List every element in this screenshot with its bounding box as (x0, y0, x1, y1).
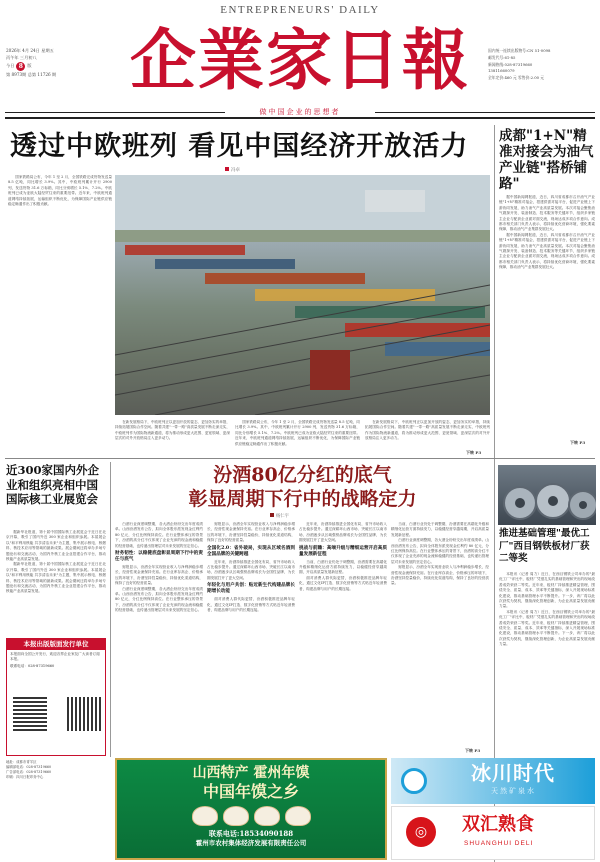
center-body-2: 财报显示，汾酒全年实现营业收入与净利润稳步增长，经营性现金流保持充裕。在行业库存高企、价格承压的环境下，汾酒坚持控量稳价，持续优化渠道结构，保持了良好的经营质量。 (115, 565, 203, 586)
center-body-4: 面对消费人群代际更替，汾酒积极推进品牌年轻化，通过文化IP打造、数字化营销等方式贴近年轻消费者，构建品牌与用户的长期连接。 (207, 597, 295, 613)
train-yard-illustration (115, 175, 490, 415)
right-feature-body-text: 据中国新闻网报道，近日，四川省成都市召开油气产业链"1+N"精准对接会，搭建供需对接平台，促进产业链上下游协同发展，助力油气产业高质量发展。本次对接会聚焦油气勘探开发、装备制造、技术服务等关键环节，组织多家链主企业与配套企业面对面交流，现场达成多项合作意向。成都市相关部门负责人表示，将持续优化营商环境，强化要素保障，推动油气产业集群发展壮大。 (499, 195, 595, 232)
user-icon (225, 167, 229, 171)
left-ad-box-title: 本报出版版面发行单位 (7, 639, 105, 650)
ad-banner-huozhou (115, 758, 387, 860)
left-ad-box-body: 本报面向全国公开发行，欢迎各界企业家及广大读者订阅本报。 (10, 652, 100, 662)
ad-brand-deli-sub: SHUANGHUI DELI (464, 840, 534, 847)
left-info-lines (6, 760, 106, 780)
lead-body-mid-text: 在新发展格局下，中欧班列正以更加开放的姿态、更加务实的举措，持续拓展国际合作空间。随着共建"一带一路"高质量发展不断走深走实，中欧班列作为国际物流新通道，将为推动形成更大范围、更宽领域、更深层次的对外开放格局注入更多动力。 (115, 420, 230, 441)
page-count (6, 62, 106, 71)
bun-icon (223, 806, 249, 826)
ad-banner-phone: 联系电话:18534090188 (208, 829, 294, 838)
english-name: ENTREPRENEURS' DAILY (220, 4, 380, 16)
price: 全年定价:460 元 零售价:2.00 元 (488, 75, 545, 81)
right-column-divider (494, 125, 495, 862)
center-subhead-3: 年轻化与用户共创：贴近新生代构建品牌长期增长动能 (207, 583, 295, 595)
center-subhead-1: 财务韧性：以稳健底盘彰显周期下行中的责任与底气 (115, 551, 203, 563)
center-continued: 下转 P3 (465, 748, 481, 753)
left-feature-body (6, 530, 106, 635)
lunar-date: 丙午年 三月初八 (6, 54, 37, 60)
steel-coil-illustration (498, 465, 596, 525)
info-ad-phone: 广告部电话：028-87319660 (6, 770, 52, 774)
info-editorial-phone: 编辑部电话：028-87319660 (6, 765, 52, 769)
masthead-title: 企業家日報 (130, 21, 470, 99)
center-headline-2: 彰显周期下行中的战略定力 (188, 488, 417, 510)
left-feature-body-text: 据新华社报道，第十届中国国际核工业展览会于近日在北京开幕，吸引了国内外近 300 家企业和组织参展。本届展会以"和平利用核能 共享清洁未来"为主题，集中展示核电、核燃料、核技术应用等领域的最新成果。展会期间还将举办多场专题论坛和交流活动，为国内外核工业企业搭建合作平台，推动核能产业高质量发展。 (6, 530, 106, 562)
lead-body-left (8, 175, 112, 390)
ad-banner-goods (117, 806, 385, 826)
right-story-headline: 推进基础管理"最优工厂"西目钢铁板材厂获二等奖 (499, 528, 590, 564)
steel-photo (498, 465, 596, 525)
lead-body-mid-2-text: 国家铁路局公布，今年 1 至 2 月，全国铁路完成货物发送量 8.5 亿吨，同比增长 3.9%。其中，中欧班列累计开行 2900 列，发送货物 31.6 万标箱，同比分别增长 5.1%、7.2%。中欧班列已成为亚欧大陆经贸往来的重要纽带。近年来，中欧班列通道网络持续拓展，运输组织不断优化，为保障国际产业链供应链稳定畅通作出了积极贡献。 (235, 420, 360, 446)
masthead-rule-right (375, 112, 595, 113)
center-body-2c: 财报显示，汾酒全年实现营业收入与净利润稳步增长，经营性现金流保持充裕。在行业库存高企、价格承压的环境下，汾酒坚持控量稳价，持续优化渠道结构，保持了良好的经营质量。 (391, 565, 489, 586)
lead-body-left-text: 国家铁路局公布，今年 1 至 2 月，全国铁路完成货物发送量 8.5 亿吨，同比增长 3.9%。其中，中欧班列累计开行 2900 列，发送货物 31.6 万标箱，同比分别增长 5.1%、7.2%。中欧班列已成为亚欧大陆经贸往来的重要纽带。近年来，中欧班列通道网络持续拓展，运输组织不断优化，为保障国际产业链供应链稳定畅通作出了积极贡献。 (8, 175, 112, 207)
qr-code-graphic-2 (13, 697, 47, 731)
ad-brand-ice-name: 冰川时代 (471, 761, 555, 785)
center-body-5b: 当前，白酒行业仍处于调整期，汾酒需要在高端化升级和精细化运营方面持续发力，以稳健经营穿越周期，开启高质量发展新征程。 (391, 522, 489, 537)
left-ad-box-contact: 联系电话：028-87319660 (10, 664, 55, 669)
center-byline (270, 513, 289, 520)
right-story-body (499, 572, 595, 757)
issue-date: 2026年 4月 24日 星期五 (6, 48, 54, 53)
ad-brand-ice (391, 758, 595, 804)
center-col-3 (299, 522, 387, 752)
left-feature-body-text-2: 据新华社报道，第十届中国国际核工业展览会于近日在北京开幕，吸引了国内外近 300 家企业和组织参展。本届展会以"和平利用核能 共享清洁未来"为主题，集中展示核电、核燃料、核技术应用等领域的最新成果。展会期间还将举办多场专题论坛和交流活动，为国内外核工业企业搭建合作平台，推动核能产业高质量发展。 (6, 562, 106, 594)
masthead-slogan: 做中国企业的思想者 (259, 108, 341, 116)
ad-banner-line-2: 中国年馍之乡 (202, 782, 299, 801)
left-ad-box (6, 638, 106, 756)
center-col-4 (391, 522, 489, 747)
ad-banner-company: 霍州市农村集体经济发展有限责任公司 (195, 839, 307, 847)
lead-body-right-text: 在新发展格局下，中欧班列正以更加开放的姿态、更加务实的举措，持续拓展国际合作空间。随着共建"一带一路"高质量发展不断走深走实，中欧班列作为国际物流新通道，将为推动形成更大范围、更宽领域、更深层次的对外开放格局注入更多动力。 (365, 420, 490, 441)
water-drop-icon (401, 768, 427, 794)
lead-body-mid (115, 420, 230, 455)
hotline: 新闻热线:028-87319660 (488, 61, 533, 67)
center-subhead-4: 挑战与前瞻：高端升级与精细运营开启高质量发展新征程 (299, 545, 387, 557)
left-column-divider (110, 462, 111, 757)
right-feature-body (499, 195, 595, 440)
ad-brand-deli-name: 双汇熟食 (462, 814, 534, 835)
ad-banner-line-1: 山西特产 霍州年馍 (192, 765, 310, 781)
lead-continued: 下转 P3 (466, 450, 482, 455)
masthead-rule-left (5, 112, 225, 113)
right-story-body-text-2: 本报讯（记者 周力）近日，在西目钢铁公司举办的"最优工厂"评比中，板材厂凭借扎实的基础管理和突出的现场改善成效荣获二等奖。近年来，板材厂持续推进精益管理，围绕安全、质量、成本、效率等关键指标，深入开展现场标准化建设，推动基础管理水平不断提升。下一步，该厂将以此次获奖为契机，继续深化管理创新，为企业高质量发展贡献力量。 (499, 609, 595, 647)
bun-icon (254, 806, 280, 826)
center-body-3: 近年来，汾酒持续推进全国化布局，省外市场收入占比稳步提升。通过深耕环山西市场、突破长江以南市场，汾酒逐步从区域强势品牌成长为全国性品牌，为长期发展打开了更大空间。 (207, 559, 295, 580)
lead-body-mid-2 (235, 420, 360, 455)
right-story-body-text: 本报讯（记者 周力）近日，在西目钢铁公司举办的"最优工厂"评比中，板材厂凭借扎实的基础管理和突出的现场改善成效荣获二等奖。近年来，板材厂持续推进精益管理，围绕安全、质量、成本、效率等关键指标，深入开展现场标准化建设，推动基础管理水平不断提升。下一步，该厂将以此次获奖为契机，继续深化管理创新，为企业高质量发展贡献力量。 (499, 572, 595, 609)
lead-byline-name: 冯卓 (231, 168, 240, 173)
masthead-right-info (488, 48, 598, 82)
lead-byline (225, 167, 240, 175)
lead-headline: 透过中欧班列 看见中国经济开放活力 (10, 131, 469, 162)
center-body-4b: 面对消费人群代际更替，汾酒积极推进品牌年轻化，通过文化IP打造、数字化营销等方式贴近年轻消费者，构建品牌与用户的长期连接。 (299, 575, 387, 591)
bun-icon (285, 806, 311, 826)
center-body-1b: 财报显示，汾酒全年实现营业收入与净利润稳步增长，经营性现金流保持充裕。在行业库存高企、价格承压的环境下，汾酒坚持控量稳价，持续优化渠道结构，保持了良好的经营质量。 (207, 522, 295, 543)
right-feature-headline: 成都"1+N"精准对接会为油气产业链"搭桥铺路" (499, 128, 594, 192)
serial-number: 国内统一连续出版物号:CN 51-0098 (488, 48, 551, 53)
right-feature-continued: 下转 P3 (570, 440, 586, 445)
postal-code: 邮发代号:61-85 (488, 54, 516, 60)
page-count-label-2: 版 (27, 63, 32, 69)
qr-code-graphic (67, 697, 101, 731)
center-col-1 (115, 522, 203, 752)
center-byline-name: 杨仁宇 (276, 514, 289, 519)
center-body-1: 白酒行业深度调整期，各大酒企纷纷交出年度成绩单。山西汾酒发布公告，拟向全体股东派发现金红利约 80 亿元，分红比例保持高位。在行业整体承压的背景下，汾酒的高分红不仅体现了企业充沛的现金流和稳健的经营基础，也传递出管理层对未来发展的坚定信心。 (115, 522, 203, 548)
center-body-5: 当前，白酒行业仍处于调整期，汾酒需要在高端化升级和精细化运营方面持续发力，以稳健经营穿越周期，开启高质量发展新征程。 (299, 559, 387, 575)
center-col-2 (207, 522, 295, 752)
center-body-1c: 白酒行业深度调整期，各大酒企纷纷交出年度成绩单。山西汾酒发布公告，拟向全体股东派发现金红利约 80 亿元，分红比例保持高位。在行业整体承压的背景下，汾酒的高分红不仅体现了企业充沛的现金流和稳健的经营基础，也传递出管理层对未来发展的坚定信心。 (391, 538, 489, 564)
center-headline-1: 汾酒80亿分红的底气 (213, 464, 392, 486)
page-count-badge: 8 (16, 62, 25, 71)
center-subhead-2: 全国化2.0：省外破局，实现从区域名酒到全国品牌的关键跨越 (207, 545, 295, 557)
info-address: 地址：成都市青羊区 (6, 760, 37, 764)
masthead-left-info (6, 48, 106, 79)
bun-icon (192, 806, 218, 826)
hotline-mobile: 13811660079 (488, 68, 515, 74)
left-feature-headline: 近300家国内外企业和组织亮相中国国际核工业展览会 (6, 463, 100, 506)
issue-number: 第 8973期 总第 11726 期 (6, 72, 57, 77)
deli-logo-icon: ◎ (406, 817, 436, 847)
lead-bottom-rule (5, 458, 595, 459)
user-icon (270, 513, 274, 517)
ad-brand-ice-tagline: 天然矿泉水 (491, 787, 536, 795)
masthead-rule-thick (5, 117, 595, 119)
ad-brand-deli (391, 806, 595, 860)
info-printer: 印刷：四川日报印务中心 (6, 775, 44, 779)
page-count-label-1: 今日 (6, 63, 15, 69)
center-body-2b: 白酒行业深度调整期，各大酒企纷纷交出年度成绩单。山西汾酒发布公告，拟向全体股东派发现金红利约 80 亿元，分红比例保持高位。在行业整体承压的背景下，汾酒的高分红不仅体现了企业充沛的现金流和稳健的经营基础，也传递出管理层对未来发展的坚定信心。 (115, 586, 203, 613)
center-body-3b: 近年来，汾酒持续推进全国化布局，省外市场收入占比稳步提升。通过深耕环山西市场、突破长江以南市场，汾酒逐步从区域强势品牌成长为全国性品牌，为长期发展打开了更大空间。 (299, 522, 387, 543)
lead-photo (115, 175, 490, 415)
right-feature-body-text-2: 据中国新闻网报道，近日，四川省成都市召开油气产业链"1+N"精准对接会，搭建供需对接平台，促进产业链上下游协同发展，助力油气产业高质量发展。本次对接会聚焦油气勘探开发、装备制造、技术服务等关键环节，组织多家链主企业与配套企业面对面交流，现场达成多项合作意向。成都市相关部门负责人表示，将持续优化营商环境，强化要素保障，推动油气产业集群发展壮大。 (499, 232, 595, 270)
